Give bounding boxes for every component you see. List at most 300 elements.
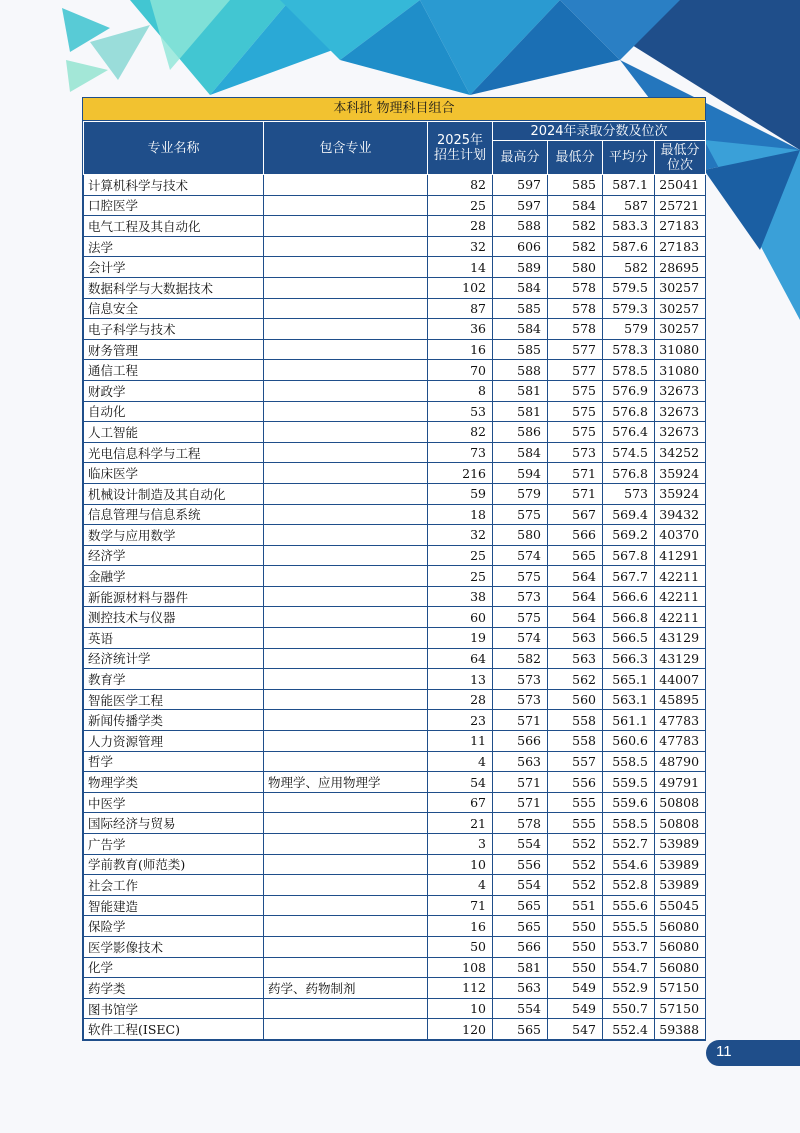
cell-rank: 27183: [655, 236, 706, 257]
cell-avg: 555.6: [603, 895, 655, 916]
cell-max: 565: [493, 895, 548, 916]
header-includes: 包含专业: [264, 122, 428, 175]
cell-avg: 552.4: [603, 1019, 655, 1040]
cell-includes: [264, 916, 428, 937]
cell-min: 577: [548, 339, 603, 360]
cell-min: 564: [548, 566, 603, 587]
cell-min: 578: [548, 277, 603, 298]
cell-plan: 25: [428, 566, 493, 587]
cell-min: 558: [548, 710, 603, 731]
cell-includes: [264, 298, 428, 319]
cell-includes: [264, 751, 428, 772]
cell-min: 584: [548, 195, 603, 216]
cell-min: 563: [548, 648, 603, 669]
cell-min: 550: [548, 936, 603, 957]
cell-rank: 47783: [655, 731, 706, 752]
cell-max: 579: [493, 483, 548, 504]
header-rank-line2: 位次: [667, 157, 694, 173]
cell-major: 通信工程: [84, 360, 264, 381]
cell-major: 临床医学: [84, 463, 264, 484]
cell-min: 575: [548, 380, 603, 401]
cell-max: 578: [493, 813, 548, 834]
cell-rank: 56080: [655, 936, 706, 957]
cell-avg: 569.4: [603, 504, 655, 525]
cell-major: 英语: [84, 628, 264, 649]
cell-includes: [264, 175, 428, 196]
cell-avg: 574.5: [603, 442, 655, 463]
cell-major: 智能建造: [84, 895, 264, 916]
cell-min: 577: [548, 360, 603, 381]
cell-major: 信息安全: [84, 298, 264, 319]
cell-major: 数据科学与大数据技术: [84, 277, 264, 298]
cell-plan: 14: [428, 257, 493, 278]
cell-major: 测控技术与仪器: [84, 607, 264, 628]
table-row: [84, 998, 706, 1019]
cell-rank: 30257: [655, 319, 706, 340]
cell-major: 软件工程(ISEC): [84, 1019, 264, 1040]
cell-major: 计算机科学与技术: [84, 175, 264, 196]
table-row: [84, 525, 706, 546]
cell-avg: 583.3: [603, 216, 655, 237]
cell-includes: [264, 380, 428, 401]
cell-avg: 579.3: [603, 298, 655, 319]
table-row: [84, 216, 706, 237]
cell-includes: [264, 895, 428, 916]
cell-max: 554: [493, 834, 548, 855]
cell-includes: [264, 628, 428, 649]
cell-max: 575: [493, 504, 548, 525]
table-row: [84, 401, 706, 422]
cell-rank: 30257: [655, 277, 706, 298]
cell-avg: 578.3: [603, 339, 655, 360]
cell-includes: [264, 998, 428, 1019]
cell-max: 581: [493, 380, 548, 401]
table-row: [84, 319, 706, 340]
table-row: [84, 957, 706, 978]
cell-rank: 50808: [655, 792, 706, 813]
cell-plan: 60: [428, 607, 493, 628]
cell-avg: 576.4: [603, 422, 655, 443]
cell-rank: 59388: [655, 1019, 706, 1040]
cell-rank: 32673: [655, 422, 706, 443]
table-row: [84, 792, 706, 813]
cell-max: 571: [493, 792, 548, 813]
cell-major: 光电信息科学与工程: [84, 442, 264, 463]
cell-plan: 25: [428, 195, 493, 216]
table-row: [84, 1019, 706, 1040]
cell-avg: 567.8: [603, 545, 655, 566]
cell-avg: 552.8: [603, 875, 655, 896]
cell-plan: 216: [428, 463, 493, 484]
cell-max: 575: [493, 566, 548, 587]
cell-max: 586: [493, 422, 548, 443]
cell-max: 574: [493, 545, 548, 566]
cell-major: 教育学: [84, 669, 264, 690]
table-row: [84, 175, 706, 196]
cell-max: 563: [493, 751, 548, 772]
cell-plan: 11: [428, 731, 493, 752]
table-row: [84, 339, 706, 360]
cell-rank: 50808: [655, 813, 706, 834]
cell-includes: [264, 442, 428, 463]
table-row: [84, 978, 706, 999]
table-row: [84, 834, 706, 855]
cell-max: 584: [493, 442, 548, 463]
cell-plan: 70: [428, 360, 493, 381]
cell-avg: 579: [603, 319, 655, 340]
table-row: [84, 628, 706, 649]
table-row: [84, 854, 706, 875]
table-caption: 本科批 物理科目组合: [83, 98, 705, 121]
cell-rank: 42211: [655, 566, 706, 587]
cell-plan: 10: [428, 854, 493, 875]
cell-avg: 560.6: [603, 731, 655, 752]
cell-includes: [264, 257, 428, 278]
cell-includes: [264, 236, 428, 257]
cell-major: 新闻传播学类: [84, 710, 264, 731]
table-row: [84, 916, 706, 937]
cell-major: 自动化: [84, 401, 264, 422]
header-min-score: 最低分: [548, 141, 603, 175]
cell-rank: 25721: [655, 195, 706, 216]
cell-min: 582: [548, 236, 603, 257]
table-row: [84, 195, 706, 216]
cell-rank: 43129: [655, 648, 706, 669]
cell-max: 581: [493, 957, 548, 978]
cell-rank: 53989: [655, 834, 706, 855]
cell-avg: 554.6: [603, 854, 655, 875]
cell-avg: 573: [603, 483, 655, 504]
cell-plan: 67: [428, 792, 493, 813]
cell-min: 558: [548, 731, 603, 752]
header-plan: [428, 122, 493, 175]
cell-plan: 28: [428, 689, 493, 710]
table-row: [84, 380, 706, 401]
cell-min: 565: [548, 545, 603, 566]
cell-includes: [264, 834, 428, 855]
cell-rank: 53989: [655, 854, 706, 875]
header-min-rank: [655, 141, 706, 175]
cell-major: 财务管理: [84, 339, 264, 360]
cell-rank: 47783: [655, 710, 706, 731]
cell-min: 564: [548, 586, 603, 607]
cell-major: 口腔医学: [84, 195, 264, 216]
cell-major: 财政学: [84, 380, 264, 401]
table-row: [84, 607, 706, 628]
table-row: [84, 463, 706, 484]
cell-includes: [264, 936, 428, 957]
cell-includes: [264, 360, 428, 381]
cell-major: 广告学: [84, 834, 264, 855]
cell-plan: 4: [428, 875, 493, 896]
cell-max: 585: [493, 298, 548, 319]
header-group-2024: 2024年录取分数及位次: [493, 122, 706, 141]
cell-major: 保险学: [84, 916, 264, 937]
cell-max: 585: [493, 339, 548, 360]
table-row: [84, 422, 706, 443]
cell-major: 新能源材料与器件: [84, 586, 264, 607]
cell-min: 571: [548, 483, 603, 504]
cell-major: 机械设计制造及其自动化: [84, 483, 264, 504]
cell-includes: [264, 648, 428, 669]
cell-avg: 587: [603, 195, 655, 216]
cell-includes: [264, 813, 428, 834]
cell-rank: 53989: [655, 875, 706, 896]
cell-max: 566: [493, 936, 548, 957]
cell-includes: [264, 669, 428, 690]
cell-includes: [264, 545, 428, 566]
cell-max: 565: [493, 916, 548, 937]
cell-plan: 28: [428, 216, 493, 237]
cell-includes: [264, 339, 428, 360]
table-row: [84, 236, 706, 257]
table-row: [84, 442, 706, 463]
cell-plan: 59: [428, 483, 493, 504]
cell-includes: [264, 854, 428, 875]
cell-min: 555: [548, 792, 603, 813]
cell-rank: 32673: [655, 380, 706, 401]
cell-plan: 112: [428, 978, 493, 999]
cell-rank: 48790: [655, 751, 706, 772]
cell-max: 597: [493, 175, 548, 196]
header-major: 专业名称: [84, 122, 264, 175]
cell-max: 565: [493, 1019, 548, 1040]
table-row: [84, 566, 706, 587]
admission-score-table: [83, 121, 706, 1040]
cell-rank: 39432: [655, 504, 706, 525]
cell-rank: 31080: [655, 360, 706, 381]
cell-max: 580: [493, 525, 548, 546]
cell-max: 571: [493, 710, 548, 731]
cell-avg: 554.7: [603, 957, 655, 978]
cell-avg: 565.1: [603, 669, 655, 690]
cell-plan: 38: [428, 586, 493, 607]
cell-avg: 552.9: [603, 978, 655, 999]
header-avg-score: 平均分: [603, 141, 655, 175]
cell-major: 哲学: [84, 751, 264, 772]
cell-rank: 27183: [655, 216, 706, 237]
cell-max: 573: [493, 586, 548, 607]
table-row: [84, 710, 706, 731]
cell-min: 549: [548, 978, 603, 999]
cell-includes: [264, 689, 428, 710]
cell-min: 557: [548, 751, 603, 772]
header-plan-line1: 2025年: [436, 133, 484, 148]
cell-includes: [264, 195, 428, 216]
cell-min: 564: [548, 607, 603, 628]
cell-avg: 579.5: [603, 277, 655, 298]
cell-plan: 4: [428, 751, 493, 772]
table-row: [84, 586, 706, 607]
cell-rank: 35924: [655, 483, 706, 504]
cell-includes: [264, 875, 428, 896]
table-row: [84, 648, 706, 669]
cell-major: 电气工程及其自动化: [84, 216, 264, 237]
cell-rank: 42211: [655, 607, 706, 628]
table-row: [84, 360, 706, 381]
cell-avg: 566.3: [603, 648, 655, 669]
cell-avg: 563.1: [603, 689, 655, 710]
cell-min: 578: [548, 298, 603, 319]
cell-major: 智能医学工程: [84, 689, 264, 710]
cell-avg: 566.5: [603, 628, 655, 649]
cell-rank: 49791: [655, 772, 706, 793]
cell-rank: 41291: [655, 545, 706, 566]
cell-rank: 34252: [655, 442, 706, 463]
cell-max: 606: [493, 236, 548, 257]
cell-includes: [264, 566, 428, 587]
cell-max: 589: [493, 257, 548, 278]
cell-includes: [264, 710, 428, 731]
cell-major: 经济统计学: [84, 648, 264, 669]
cell-major: 图书馆学: [84, 998, 264, 1019]
cell-max: 571: [493, 772, 548, 793]
cell-min: 585: [548, 175, 603, 196]
cell-max: 588: [493, 216, 548, 237]
cell-rank: 31080: [655, 339, 706, 360]
cell-max: 581: [493, 401, 548, 422]
cell-includes: [264, 216, 428, 237]
cell-plan: 3: [428, 834, 493, 855]
cell-avg: 566.8: [603, 607, 655, 628]
cell-rank: 32673: [655, 401, 706, 422]
cell-max: 554: [493, 998, 548, 1019]
cell-min: 580: [548, 257, 603, 278]
cell-min: 550: [548, 957, 603, 978]
cell-includes: [264, 277, 428, 298]
cell-avg: 558.5: [603, 813, 655, 834]
cell-avg: 582: [603, 257, 655, 278]
cell-major: 数学与应用数学: [84, 525, 264, 546]
cell-plan: 120: [428, 1019, 493, 1040]
cell-major: 药学类: [84, 978, 264, 999]
cell-avg: 559.6: [603, 792, 655, 813]
cell-plan: 82: [428, 422, 493, 443]
cell-min: 560: [548, 689, 603, 710]
cell-min: 571: [548, 463, 603, 484]
cell-avg: 559.5: [603, 772, 655, 793]
cell-max: 575: [493, 607, 548, 628]
table-row: [84, 277, 706, 298]
cell-plan: 36: [428, 319, 493, 340]
cell-rank: 56080: [655, 957, 706, 978]
cell-rank: 56080: [655, 916, 706, 937]
cell-avg: 576.8: [603, 401, 655, 422]
cell-min: 550: [548, 916, 603, 937]
cell-plan: 18: [428, 504, 493, 525]
cell-max: 582: [493, 648, 548, 669]
header-max-score: 最高分: [493, 141, 548, 175]
cell-includes: [264, 586, 428, 607]
cell-plan: 19: [428, 628, 493, 649]
cell-plan: 71: [428, 895, 493, 916]
cell-plan: 8: [428, 380, 493, 401]
cell-max: 573: [493, 669, 548, 690]
cell-plan: 23: [428, 710, 493, 731]
cell-min: 549: [548, 998, 603, 1019]
cell-includes: [264, 731, 428, 752]
table-row: [84, 483, 706, 504]
cell-rank: 57150: [655, 978, 706, 999]
cell-major: 国际经济与贸易: [84, 813, 264, 834]
cell-max: 597: [493, 195, 548, 216]
cell-avg: 587.6: [603, 236, 655, 257]
cell-plan: 32: [428, 525, 493, 546]
cell-plan: 21: [428, 813, 493, 834]
cell-includes: [264, 525, 428, 546]
cell-avg: 561.1: [603, 710, 655, 731]
cell-avg: 576.8: [603, 463, 655, 484]
cell-avg: 555.5: [603, 916, 655, 937]
cell-rank: 30257: [655, 298, 706, 319]
cell-max: 584: [493, 319, 548, 340]
cell-plan: 16: [428, 339, 493, 360]
cell-max: 556: [493, 854, 548, 875]
table-row: [84, 689, 706, 710]
admission-table-container: [82, 97, 706, 1041]
cell-avg: 569.2: [603, 525, 655, 546]
table-row: [84, 751, 706, 772]
table-row: [84, 731, 706, 752]
cell-max: 566: [493, 731, 548, 752]
table-row: [84, 504, 706, 525]
cell-max: 574: [493, 628, 548, 649]
cell-includes: [264, 401, 428, 422]
cell-avg: 567.7: [603, 566, 655, 587]
cell-max: 554: [493, 875, 548, 896]
cell-min: 562: [548, 669, 603, 690]
cell-plan: 108: [428, 957, 493, 978]
cell-major: 金融学: [84, 566, 264, 587]
cell-avg: 587.1: [603, 175, 655, 196]
cell-plan: 53: [428, 401, 493, 422]
cell-major: 经济学: [84, 545, 264, 566]
cell-major: 会计学: [84, 257, 264, 278]
cell-avg: 553.7: [603, 936, 655, 957]
cell-plan: 82: [428, 175, 493, 196]
cell-rank: 55045: [655, 895, 706, 916]
table-row: [84, 813, 706, 834]
cell-major: 电子科学与技术: [84, 319, 264, 340]
cell-rank: 40370: [655, 525, 706, 546]
cell-plan: 32: [428, 236, 493, 257]
cell-major: 信息管理与信息系统: [84, 504, 264, 525]
cell-major: 社会工作: [84, 875, 264, 896]
cell-rank: 44007: [655, 669, 706, 690]
cell-includes: [264, 957, 428, 978]
cell-min: 575: [548, 422, 603, 443]
cell-max: 594: [493, 463, 548, 484]
cell-plan: 16: [428, 916, 493, 937]
cell-rank: 35924: [655, 463, 706, 484]
cell-avg: 550.7: [603, 998, 655, 1019]
cell-includes: 物理学、应用物理学: [264, 772, 428, 793]
cell-plan: 54: [428, 772, 493, 793]
cell-major: 人力资源管理: [84, 731, 264, 752]
cell-rank: 45895: [655, 689, 706, 710]
cell-plan: 13: [428, 669, 493, 690]
cell-includes: [264, 483, 428, 504]
cell-includes: [264, 463, 428, 484]
cell-plan: 87: [428, 298, 493, 319]
cell-max: 573: [493, 689, 548, 710]
cell-major: 医学影像技术: [84, 936, 264, 957]
cell-max: 563: [493, 978, 548, 999]
cell-min: 547: [548, 1019, 603, 1040]
cell-min: 575: [548, 401, 603, 422]
cell-avg: 558.5: [603, 751, 655, 772]
cell-rank: 57150: [655, 998, 706, 1019]
